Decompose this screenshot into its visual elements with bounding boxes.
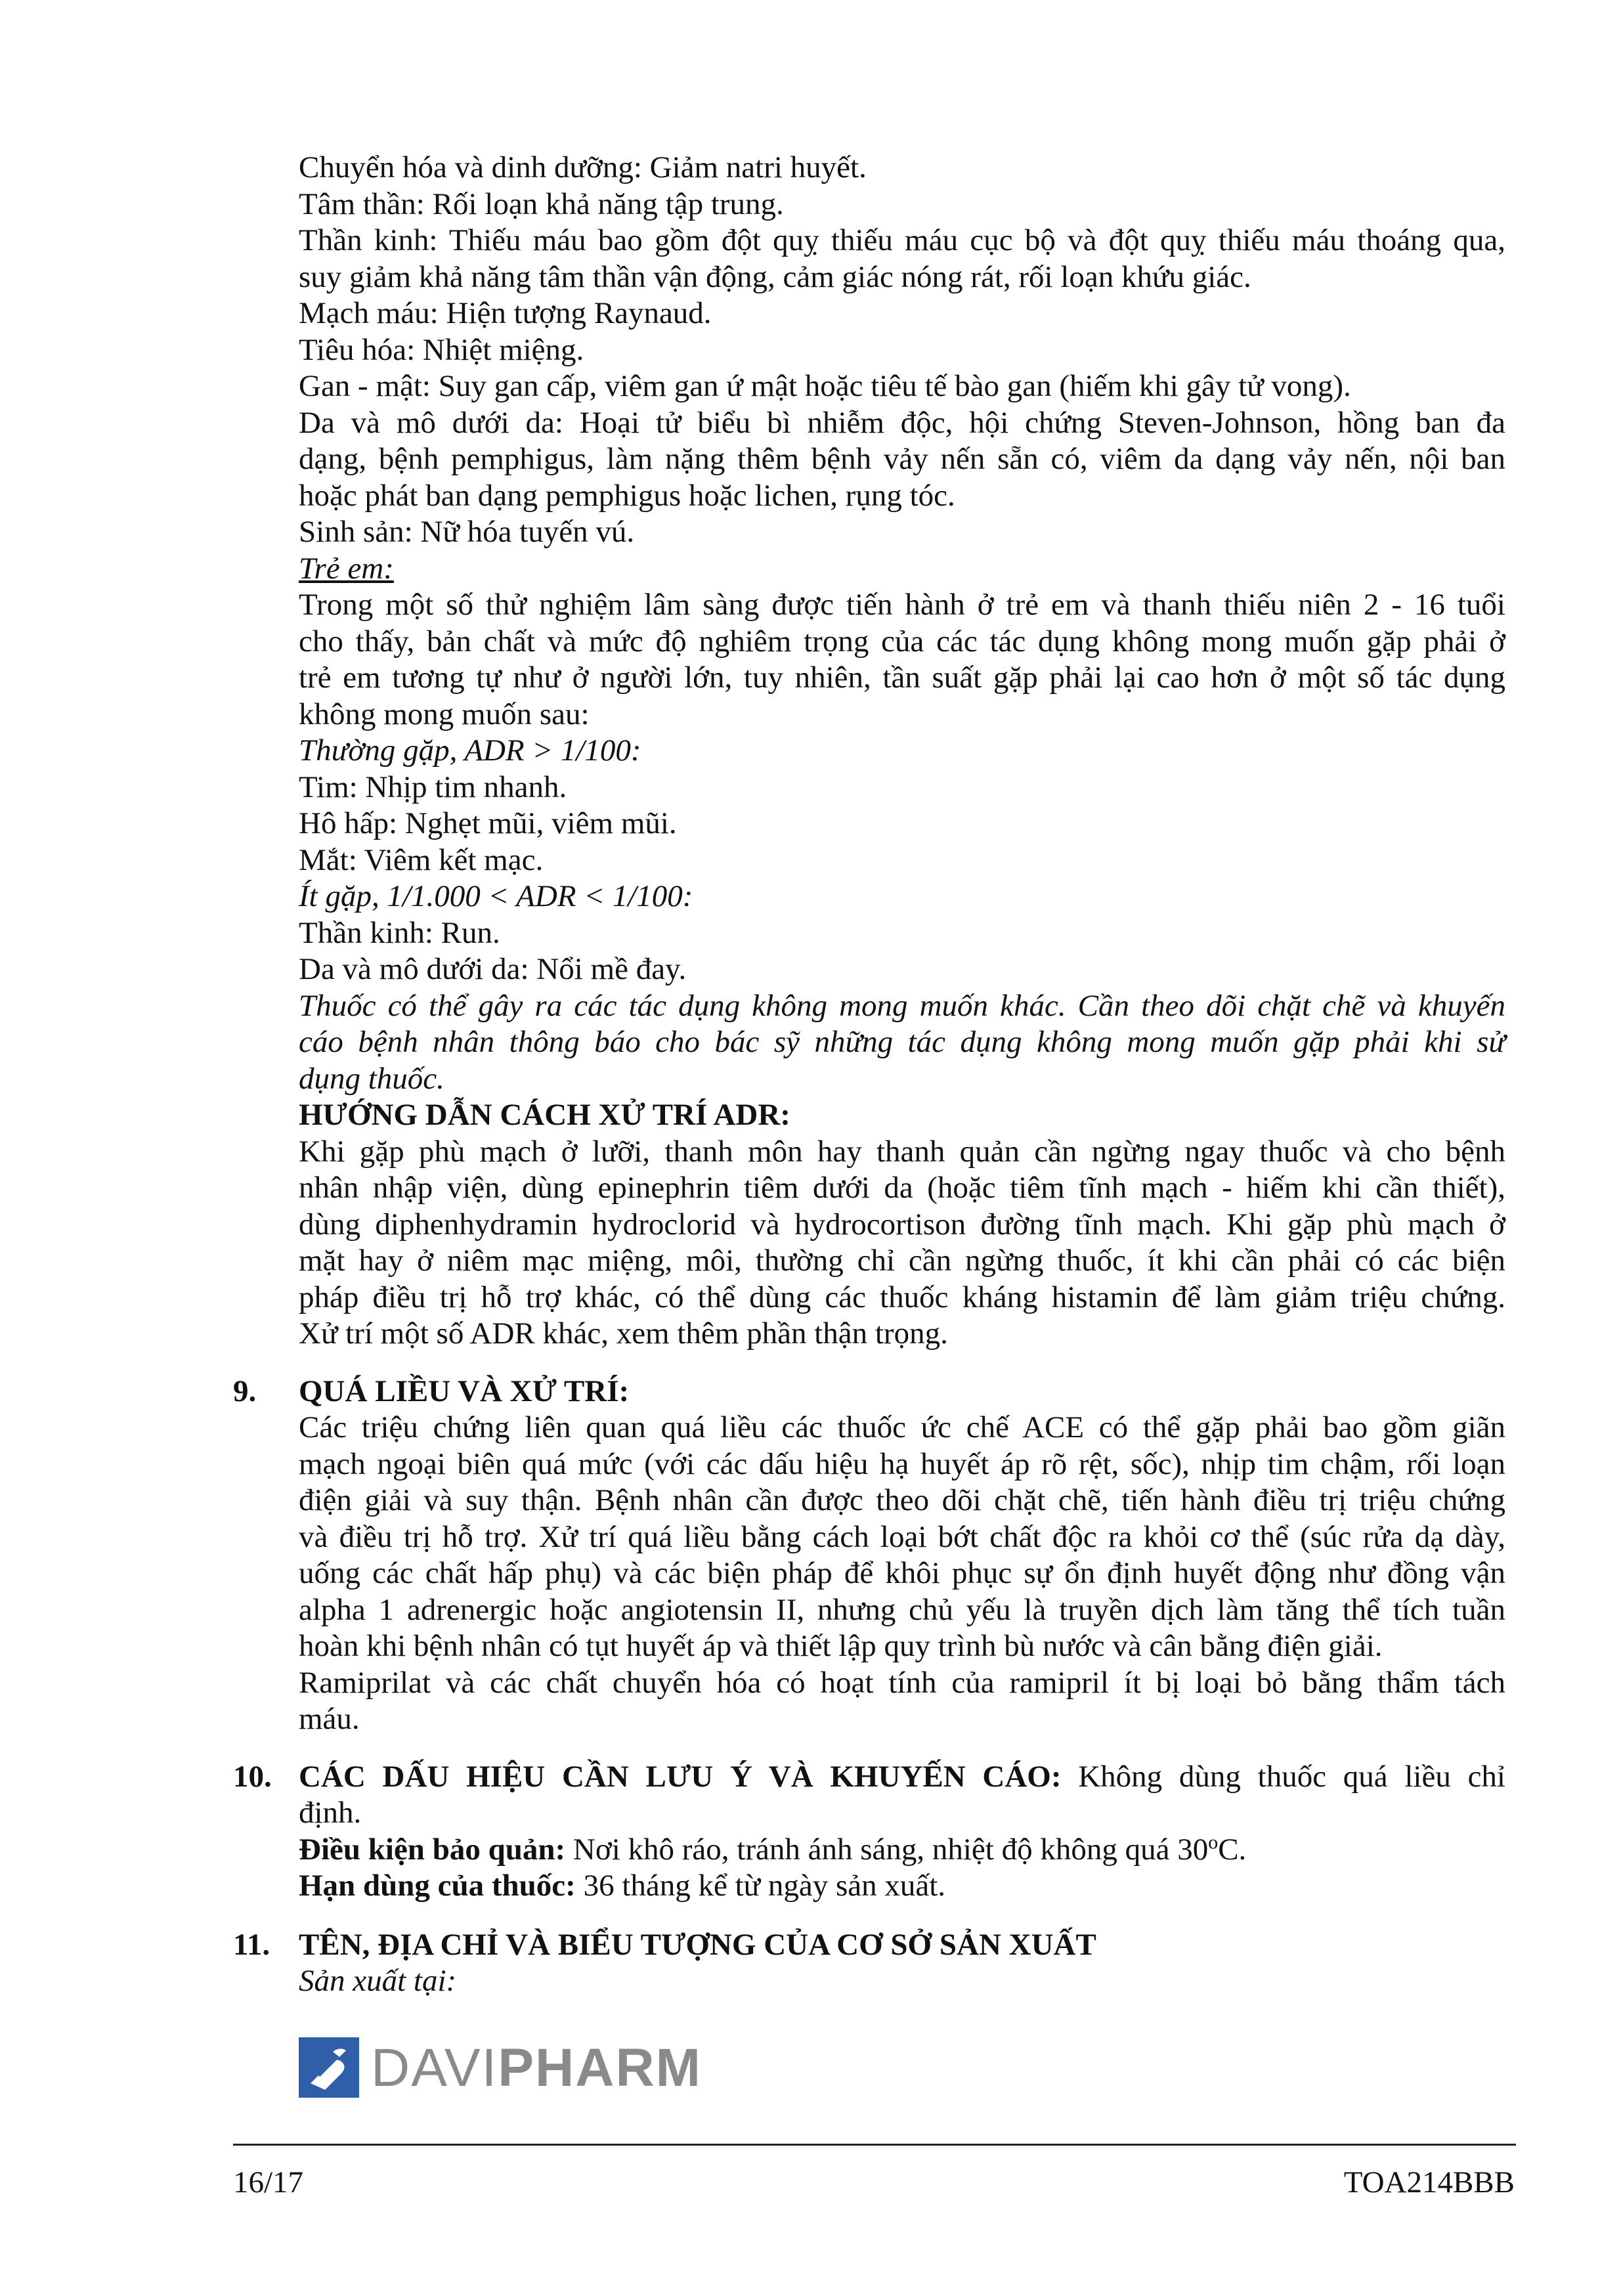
paragraph-line: cáo bệnh nhân thông báo cho bác sỹ những tác dụng không mong muốn gặp phải khi sử bbox=[299, 1025, 1505, 1059]
uncommon-item: Da và mô dưới da: Nổi mề đay. bbox=[299, 952, 687, 986]
section-heading-line bbox=[299, 1759, 1505, 1796]
paragraph-line: mặt hay ở niêm mạc miệng, môi, thường chỉ cần ngừng thuốc, ít khi cần phải có các biện bbox=[299, 1244, 1505, 1278]
adr-line: Chuyển hóa và dinh dưỡng: Giảm natri huyết. bbox=[299, 150, 867, 184]
section-11 bbox=[233, 1927, 1505, 2000]
paragraph-line: định. bbox=[299, 1796, 362, 1830]
paragraph-line: dụng thuốc. bbox=[299, 1061, 444, 1096]
page-content bbox=[233, 150, 1505, 2000]
adr-guide-paragraph bbox=[299, 1134, 1505, 1353]
common-item: Tim: Nhịp tim nhanh. bbox=[299, 769, 567, 804]
paragraph-line: uống các chất hấp phụ) và các biện pháp để khôi phục sự ổn định huyết động như đồng vận bbox=[299, 1556, 1505, 1590]
uncommon-heading: Ít gặp, 1/1.000 < ADR < 1/100: bbox=[299, 879, 693, 913]
advice-paragraph bbox=[299, 988, 1505, 1098]
paragraph-line: pháp điều trị hỗ trợ khác, có thể dùng các thuốc kháng histamin để làm giảm triệu chứng. bbox=[299, 1280, 1505, 1314]
adr-line: Tiêu hóa: Nhiệt miệng. bbox=[299, 332, 584, 367]
section-heading: CÁC DẤU HIỆU CẦN LƯU Ý VÀ KHUYẾN CÁO: bbox=[299, 1759, 1062, 1794]
adr-line: Mạch máu: Hiện tượng Raynaud. bbox=[299, 296, 712, 330]
paragraph-line: Trong một số thử nghiệm lâm sàng được tiến hành ở trẻ em và thanh thiếu niên 2 - 16 tuổi bbox=[299, 588, 1505, 622]
paragraph-line: Thuốc có thể gây ra các tác dụng không mong muốn khác. Cần theo dõi chặt chẽ và khuyến bbox=[299, 988, 1505, 1023]
storage-line bbox=[299, 1832, 1505, 1869]
shelf-life-text: 36 tháng kể từ ngày sản xuất. bbox=[583, 1869, 946, 1903]
paragraph-line: cho thấy, bản chất và mức độ nghiêm trọng của các tác dụng không mong muốn gặp phải ở bbox=[299, 624, 1505, 659]
davipharm-logo-mark bbox=[299, 2037, 359, 2098]
adr-line: dạng, bệnh pemphigus, làm nặng thêm bệnh vảy nến sẵn có, viêm da dạng vảy nến, nội ban bbox=[299, 442, 1505, 476]
footer-divider bbox=[233, 2144, 1516, 2146]
adr-line: Tâm thần: Rối loạn khả năng tập trung. bbox=[299, 186, 784, 221]
paragraph-line: Khi gặp phù mạch ở lưỡi, thanh môn hay thanh quản cần ngừng ngay thuốc và cho bệnh bbox=[299, 1134, 1505, 1169]
page-number: 16/17 bbox=[233, 2165, 304, 2199]
paragraph-line: dùng diphenhydramin hydroclorid và hydrocortison đường tĩnh mạch. Khi gặp phù mạch ở bbox=[299, 1207, 1505, 1242]
adr-list bbox=[299, 150, 1505, 551]
paragraph-line: Xử trí một số ADR khác, xem thêm phần thận trọng. bbox=[299, 1316, 948, 1351]
section-heading: TÊN, ĐỊA CHỈ VÀ BIỂU TƯỢNG CỦA CƠ SỞ SẢN XUẤT bbox=[299, 1927, 1096, 1962]
document-code: TOA214BBB bbox=[1343, 2165, 1515, 2199]
adr-line: suy giảm khả năng tâm thần vận động, cảm giác nóng rát, rối loạn khứu giác. bbox=[299, 259, 1251, 294]
davipharm-logo bbox=[299, 2037, 725, 2098]
storage-unit: C. bbox=[1218, 1832, 1247, 1867]
shelf-life-label: Hạn dùng của thuốc: bbox=[299, 1869, 576, 1903]
paragraph-line: không mong muốn sau: bbox=[299, 697, 590, 731]
paragraph-line: hoàn khi bệnh nhân có tụt huyết áp và thiết lập quy trình bù nước và cân bằng điện giải. bbox=[299, 1629, 1383, 1663]
paragraph-line: và điều trị hỗ trợ. Xử trí quá liều bằng cách loại bớt chất độc ra khỏi cơ thể (súc rửa dạ dày, bbox=[299, 1519, 1505, 1554]
children-paragraph bbox=[299, 587, 1505, 733]
paragraph-line: trẻ em tương tự như ở người lớn, tuy nhiên, tần suất gặp phải lại cao hơn ở một số tác dụng bbox=[299, 661, 1505, 695]
logo-text-pharm: PHARM bbox=[498, 2038, 702, 2098]
made-at-label: Sản xuất tại: bbox=[299, 1964, 457, 1998]
paragraph-line: alpha 1 adrenergic hoặc angiotensin II, nhưng chủ yếu là truyền dịch làm tăng thể tích tuần bbox=[299, 1592, 1505, 1627]
common-heading: Thường gặp, ADR > 1/100: bbox=[299, 733, 641, 768]
section-number: 9. bbox=[233, 1374, 257, 1408]
section-number: 10. bbox=[233, 1759, 272, 1794]
uncommon-item: Thần kinh: Run. bbox=[299, 915, 500, 950]
logo-text-davi: DAVI bbox=[371, 2038, 498, 2098]
paragraph-line: máu. bbox=[299, 1702, 360, 1736]
section-heading-rest: Không dùng thuốc quá liều chỉ bbox=[1078, 1759, 1505, 1794]
capsule-icon bbox=[299, 2037, 359, 2098]
adr-line: Thần kinh: Thiếu máu bao gồm đột quỵ thiếu máu cục bộ và đột quỵ thiếu máu thoáng qua, bbox=[299, 223, 1505, 257]
section-10 bbox=[233, 1759, 1505, 1905]
common-item: Hô hấp: Nghẹt mũi, viêm mũi. bbox=[299, 806, 677, 840]
storage-text: Nơi khô ráo, tránh ánh sáng, nhiệt độ không quá 30 bbox=[573, 1832, 1209, 1867]
paragraph-line: mạch ngoại biên quá mức (với các dấu hiệu hạ huyết áp rõ rệt, sốc), nhịp tim chậm, rối loạn bbox=[299, 1446, 1505, 1481]
paragraph-line: Ramiprilat và các chất chuyển hóa có hoạt tính của ramipril ít bị loại bỏ bằng thẩm tách bbox=[299, 1665, 1505, 1700]
section-heading: QUÁ LIỀU VÀ XỬ TRÍ: bbox=[299, 1374, 630, 1408]
spacer bbox=[299, 1353, 1505, 1374]
storage-label: Điều kiện bảo quản: bbox=[299, 1832, 566, 1867]
children-heading: Trẻ em: bbox=[299, 551, 394, 586]
adr-line: Sinh sản: Nữ hóa tuyến vú. bbox=[299, 515, 635, 549]
section-number: 11. bbox=[233, 1927, 270, 1962]
common-item: Mắt: Viêm kết mạc. bbox=[299, 842, 544, 877]
section-9 bbox=[233, 1374, 1505, 1738]
spacer bbox=[299, 1738, 1505, 1759]
davipharm-logo-text bbox=[371, 2039, 702, 2098]
adr-line: hoặc phát ban dạng pemphigus hoặc lichen, rụng tóc. bbox=[299, 478, 955, 513]
spacer bbox=[299, 1905, 1505, 1927]
adr-guide-heading: HƯỚNG DẪN CÁCH XỬ TRÍ ADR: bbox=[299, 1098, 790, 1132]
adr-line: Da và mô dưới da: Hoại tử biểu bì nhiễm độc, hội chứng Steven-Johnson, hồng ban đa bbox=[299, 405, 1505, 440]
degree-sup: o bbox=[1208, 1830, 1219, 1853]
shelf-life-line bbox=[299, 1868, 1505, 1905]
adr-line: Gan - mật: Suy gan cấp, viêm gan ứ mật hoặc tiêu tế bào gan (hiếm khi gây tử vong). bbox=[299, 369, 1351, 403]
paragraph-line: điện giải và suy thận. Bệnh nhân cần được theo dõi chặt chẽ, tiến hành điều trị triệu chứng bbox=[299, 1483, 1505, 1517]
paragraph-line: nhân nhập viện, dùng epinephrin tiêm dưới da (hoặc tiêm tĩnh mạch - hiếm khi cần thiết), bbox=[299, 1171, 1505, 1205]
paragraph-line: Các triệu chứng liên quan quá liều các thuốc ức chế ACE có thể gặp phải bao gồm giãn bbox=[299, 1410, 1505, 1444]
